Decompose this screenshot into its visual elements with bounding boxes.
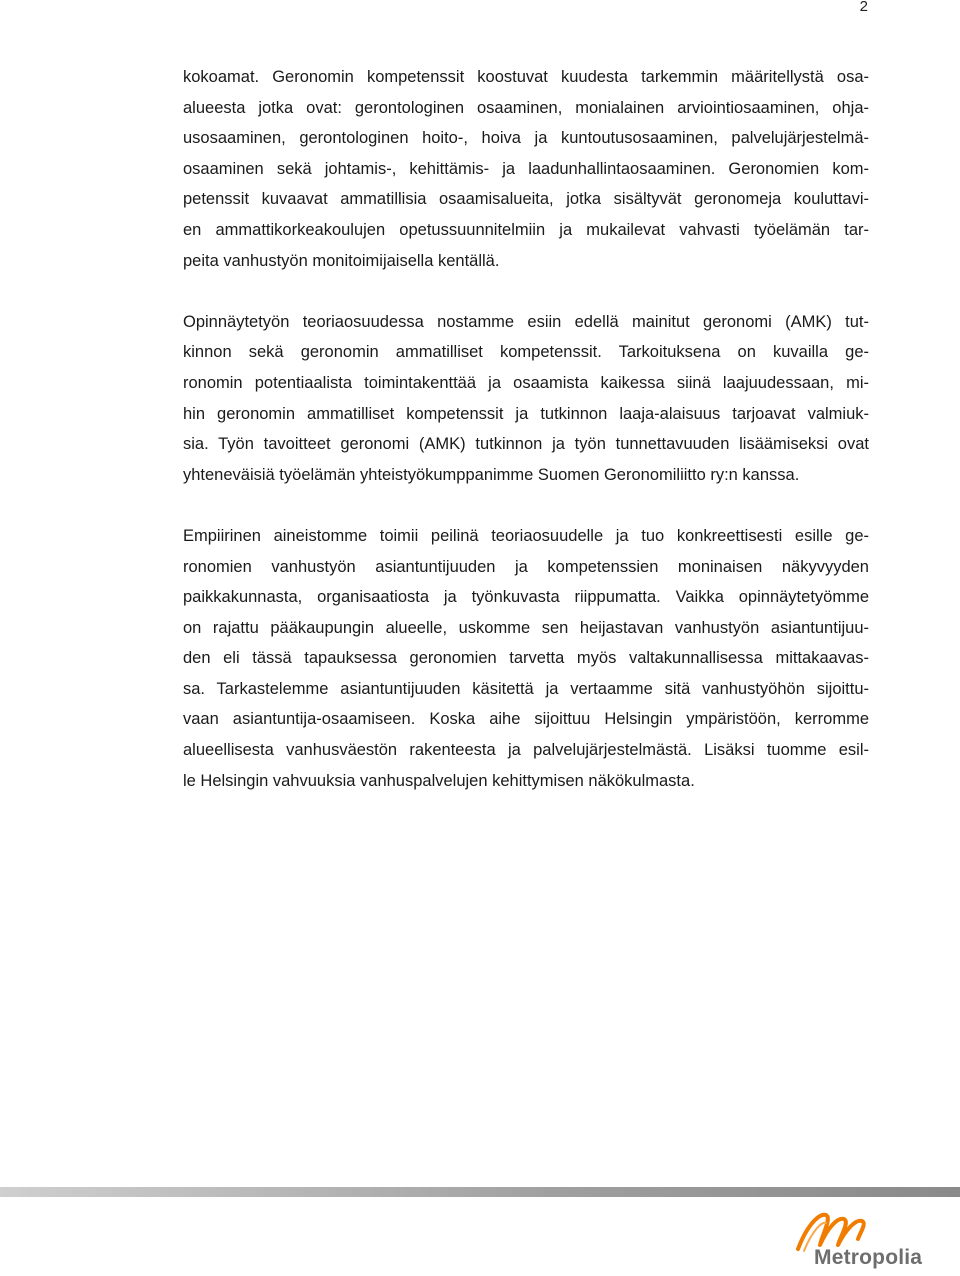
page-number: 2 (859, 0, 868, 15)
text-line: le Helsingin vahvuuksia vanhuspalvelujen kehittymisen näkökulmasta. (183, 771, 695, 790)
text-line: hin geronomin ammatilliset kompetenssit ja tutkinnon laaja-alaisuus tarjoavat valmiuk- (183, 404, 869, 423)
text-line: kinnon sekä geronomin ammatilliset kompetenssit. Tarkoituksena on kuvailla ge- (183, 343, 869, 362)
text-line: Opinnäytetyön teoriaosuudessa nostamme esiin edellä mainitut geronomi (AMK) tut- (183, 312, 869, 331)
text-line: den eli tässä tapauksessa geronomien tarvetta myös valtakunnallisessa mittakaavas- (183, 649, 869, 668)
metropolia-logo-text: Metropolia (814, 1246, 923, 1269)
text-line: on rajattu pääkaupungin alueelle, uskomme sen heijastavan vanhustyön asiantuntijuu- (183, 618, 869, 637)
text-line: kokoamat. Geronomin kompetenssit koostuvat kuudesta tarkemmin määritellystä osa- (183, 68, 869, 86)
text-line: ronomin potentiaalista toimintakenttää ja osaamista kaikessa siinä laajuudessaan, mi- (183, 373, 869, 392)
text-line: usosaaminen, gerontologinen hoito-, hoiva ja kuntoutusosaaminen, palvelujärjestelmä- (183, 129, 869, 148)
text-line: sa. Tarkastelemme asiantuntijuuden käsitettä ja vertaamme sitä vanhustyöhön sijoittu- (183, 679, 869, 698)
paragraph-1 (183, 62, 869, 276)
text-line: petenssit kuvaavat ammatillisia osaamisalueita, jotka sisältyvät geronomeja kouluttavi- (183, 190, 869, 209)
text-line: paikkakunnasta, organisaatiosta ja työnkuvasta riippumatta. Vaikka opinnäytetyömme (183, 588, 869, 607)
text-line: en ammattikorkeakoulujen opetussuunnitelmiin ja mukailevat vahvasti työelämän tar- (183, 220, 869, 239)
text-line: Empiirinen aineistomme toimii peilinä teoriaosuudelle ja tuo konkreettisesti esille ge- (183, 526, 869, 545)
text-line: peita vanhustyön monitoimijaisella kentällä. (183, 251, 500, 270)
text-line: yhteneväisiä työelämän yhteistyökumppanimme Suomen Geronomiliitto ry:n kanssa. (183, 465, 800, 484)
text-line: vaan asiantuntija-osaamiseen. Koska aihe sijoittuu Helsingin ympäristöön, kerromme (183, 710, 869, 729)
footer-divider-bar (0, 1187, 960, 1197)
paragraph-2 (183, 307, 869, 491)
text-line: alueesta jotka ovat: gerontologinen osaaminen, monialainen arviointiosaaminen, ohja- (183, 98, 869, 117)
body-text (183, 62, 869, 796)
text-line: ronomien vanhustyön asiantuntijuuden ja kompetenssien moninaisen näkyvyyden (183, 557, 869, 576)
text-line: alueellisesta vanhusväestön rakenteesta ja palvelujärjestelmästä. Lisäksi tuomme esil- (183, 741, 869, 760)
text-line: sia. Työn tavoitteet geronomi (AMK) tutkinnon ja työn tunnettavuuden lisäämiseksi ovat (183, 435, 869, 454)
paragraph-3 (183, 521, 869, 796)
text-line: osaaminen sekä johtamis-, kehittämis- ja laadunhallintaosaaminen. Geronomien kom- (183, 159, 869, 178)
